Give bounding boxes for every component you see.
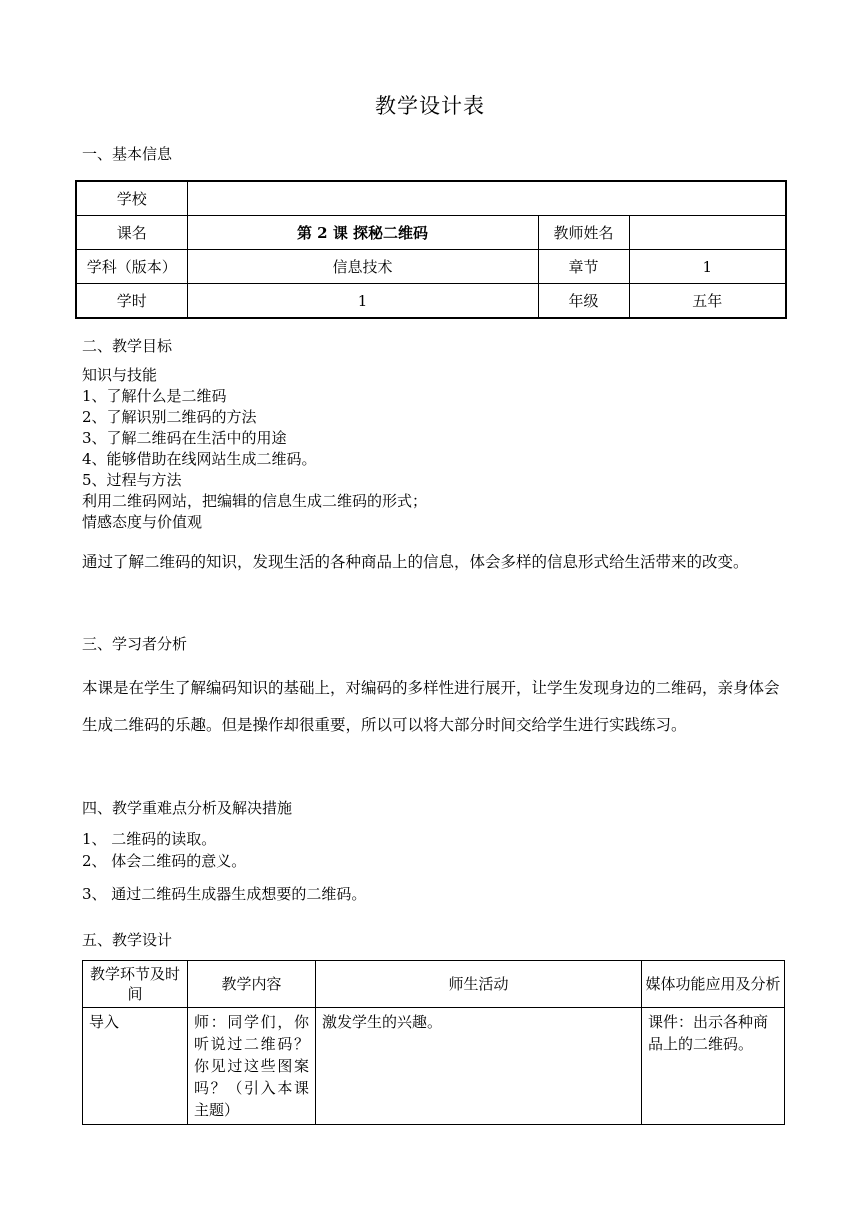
key-point-item: 3、 通过二维码生成器生成想要的二维码。: [82, 885, 367, 903]
design-table: [82, 960, 785, 1125]
hours-label: 学时: [76, 284, 187, 319]
course-label: 课名: [76, 216, 187, 250]
learner-analysis-paragraph: 本课是在学生了解编码知识的基础上，对编码的多样性进行展开，让学生发现身边的二维码，亲身体会生成二维码的乐趣。但是操作却很重要，所以可以将大部分时间交给学生进行实践练习。: [82, 679, 780, 734]
table-row: [76, 250, 786, 284]
header-stage: 教学环节及时间: [83, 961, 188, 1008]
table-row: [83, 1008, 785, 1125]
table-row: [76, 284, 786, 319]
document-title: 教学设计表: [375, 94, 485, 118]
media-cell: 课件：出示各种商品上的二维码。: [642, 1008, 785, 1125]
subject-value: 信息技术: [187, 250, 538, 284]
section-goals: 二、教学目标: [82, 337, 173, 355]
goal-line: 4、能够借助在线网站生成二维码。: [82, 450, 317, 468]
table-row: [76, 216, 786, 250]
goal-line: 情感态度与价值观: [82, 513, 203, 531]
goal-line: 知识与技能: [82, 366, 158, 384]
table-header-row: [83, 961, 785, 1008]
section-basic-info: 一、基本信息: [82, 145, 173, 163]
goal-line: 3、了解二维码在生活中的用途: [82, 429, 287, 447]
course-value: 第 2 课 探秘二维码: [187, 216, 538, 250]
activity-cell: 激发学生的兴趣。: [316, 1008, 642, 1125]
chapter-label: 章节: [538, 250, 629, 284]
header-content: 教学内容: [188, 961, 316, 1008]
header-media: 媒体功能应用及分析: [642, 961, 785, 1008]
teacher-value: [629, 216, 786, 250]
goal-line: 5、过程与方法: [82, 471, 182, 489]
school-value: [187, 181, 786, 216]
goal-line: 利用二维码网站，把编辑的信息生成二维码的形式；: [82, 492, 428, 510]
goal-line: 1、了解什么是二维码: [82, 387, 227, 405]
key-point-item: 2、 体会二维码的意义。: [82, 852, 247, 870]
key-point-item: 1、 二维码的读取。: [82, 830, 217, 848]
basic-info-table: [75, 180, 787, 319]
goals-paragraph: 通过了解二维码的知识，发现生活的各种商品上的信息，体会多样的信息形式给生活带来的改变。: [82, 553, 749, 571]
chapter-value: 1: [629, 250, 786, 284]
table-row: [76, 181, 786, 216]
hours-value: 1: [187, 284, 538, 319]
grade-value: 五年: [629, 284, 786, 319]
section-key-points: 四、教学重难点分析及解决措施: [82, 799, 293, 817]
goal-line: 2、了解识别二维码的方法: [82, 408, 257, 426]
content-cell: 师：同学们，你听说过二维码？你见过这些图案吗？（引入本课主题）: [188, 1008, 316, 1125]
header-activity: 师生活动: [316, 961, 642, 1008]
subject-label: 学科（版本）: [76, 250, 187, 284]
section-learner-analysis: 三、学习者分析: [82, 635, 188, 653]
teacher-label: 教师姓名: [538, 216, 629, 250]
grade-label: 年级: [538, 284, 629, 319]
school-label: 学校: [76, 181, 187, 216]
section-design: 五、教学设计: [82, 931, 173, 949]
stage-cell: 导入: [83, 1008, 188, 1125]
